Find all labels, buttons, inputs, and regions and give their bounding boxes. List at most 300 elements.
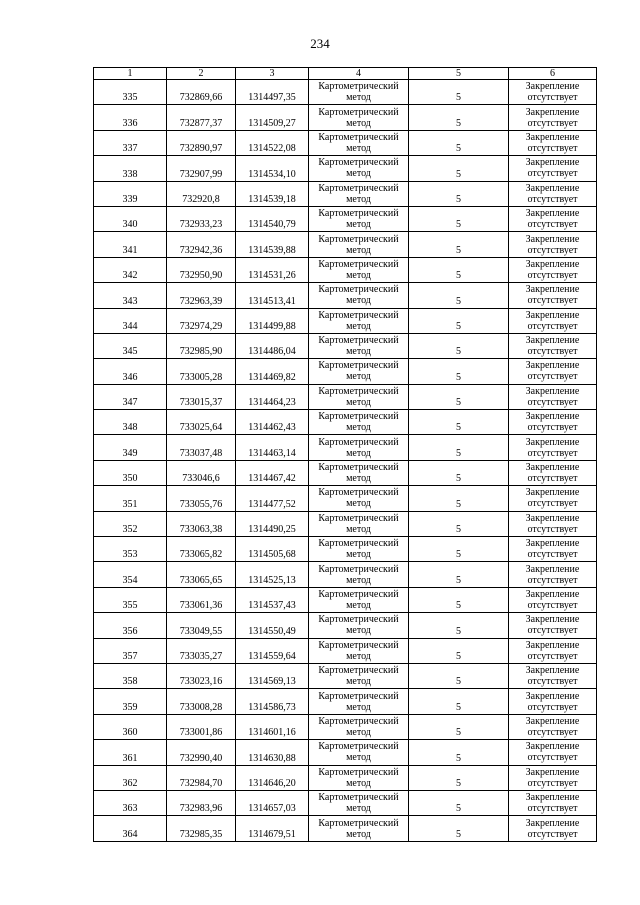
- method-cell: [309, 283, 409, 308]
- fixing-cell-line-2: отсутствует: [527, 320, 578, 332]
- point-number-cell: 348: [94, 410, 167, 435]
- fixing-cell-line-2: отсутствует: [527, 726, 578, 738]
- method-cell: [309, 689, 409, 714]
- fixing-cell: [509, 156, 597, 181]
- y-coordinate-cell: 1314679,51: [236, 816, 309, 841]
- fixing-cell: [509, 816, 597, 841]
- fixing-cell-line-2: отсутствует: [527, 92, 578, 104]
- point-number-cell: 346: [94, 359, 167, 384]
- method-cell-line-1: Картометрический: [318, 436, 399, 448]
- x-coordinate-cell: 733063,38: [167, 511, 236, 536]
- method-cell: [309, 181, 409, 206]
- table-row: [94, 587, 597, 612]
- method-cell-line-1: Картометрический: [318, 817, 399, 829]
- column-header: 5: [409, 68, 509, 80]
- fixing-cell-line-2: отсутствует: [527, 422, 578, 434]
- point-number-cell: 362: [94, 765, 167, 790]
- fixing-cell-line-2: отсутствует: [527, 396, 578, 408]
- method-cell-line-1: Картометрический: [318, 258, 399, 270]
- method-cell: [309, 435, 409, 460]
- fixing-cell-line-1: Закрепление: [525, 817, 580, 829]
- fixing-cell-line-1: Закрепление: [525, 81, 580, 93]
- fixing-cell-line-2: отсутствует: [527, 473, 578, 485]
- fixing-cell-line-2: отсутствует: [527, 803, 578, 815]
- point-number-cell: 361: [94, 740, 167, 765]
- table-row: [94, 460, 597, 485]
- fixing-cell-line-2: отсутствует: [527, 676, 578, 688]
- y-coordinate-cell: 1314505,68: [236, 537, 309, 562]
- point-number-cell: 351: [94, 486, 167, 511]
- fixing-cell: [509, 105, 597, 130]
- fixing-cell-line-2: отсутствует: [527, 269, 578, 281]
- x-coordinate-cell: 732920,8: [167, 181, 236, 206]
- method-cell-line-1: Картометрический: [318, 81, 399, 93]
- fixing-cell: [509, 181, 597, 206]
- accuracy-cell: 5: [409, 206, 509, 231]
- accuracy-cell: 5: [409, 232, 509, 257]
- accuracy-cell: 5: [409, 435, 509, 460]
- fixing-cell: [509, 537, 597, 562]
- table-row: [94, 333, 597, 358]
- fixing-cell-line-1: Закрепление: [525, 131, 580, 143]
- y-coordinate-cell: 1314499,88: [236, 308, 309, 333]
- method-cell-line-2: метод: [346, 676, 371, 688]
- table-row: [94, 663, 597, 688]
- method-cell-line-2: метод: [346, 473, 371, 485]
- table-row: [94, 638, 597, 663]
- method-cell: [309, 613, 409, 638]
- y-coordinate-cell: 1314531,26: [236, 257, 309, 282]
- fixing-cell-line-1: Закрепление: [525, 106, 580, 118]
- x-coordinate-cell: 732890,97: [167, 130, 236, 155]
- x-coordinate-cell: 732963,39: [167, 283, 236, 308]
- accuracy-cell: 5: [409, 816, 509, 841]
- method-cell-line-1: Картометрический: [318, 741, 399, 753]
- fixing-cell-line-2: отсутствует: [527, 193, 578, 205]
- fixing-cell: [509, 714, 597, 739]
- fixing-cell: [509, 308, 597, 333]
- fixing-cell: [509, 283, 597, 308]
- accuracy-cell: 5: [409, 333, 509, 358]
- y-coordinate-cell: 1314537,43: [236, 587, 309, 612]
- table-row: [94, 130, 597, 155]
- fixing-cell-line-1: Закрепление: [525, 436, 580, 448]
- method-cell-line-1: Картометрический: [318, 182, 399, 194]
- accuracy-cell: 5: [409, 587, 509, 612]
- x-coordinate-cell: 732950,90: [167, 257, 236, 282]
- method-cell-line-2: метод: [346, 803, 371, 815]
- table-row: [94, 232, 597, 257]
- fixing-cell-line-2: отсутствует: [527, 650, 578, 662]
- y-coordinate-cell: 1314497,35: [236, 80, 309, 105]
- method-cell: [309, 638, 409, 663]
- method-cell-line-1: Картометрический: [318, 487, 399, 499]
- method-cell: [309, 587, 409, 612]
- method-cell: [309, 130, 409, 155]
- method-cell-line-2: метод: [346, 346, 371, 358]
- method-cell-line-1: Картометрический: [318, 411, 399, 423]
- method-cell-line-2: метод: [346, 828, 371, 840]
- accuracy-cell: 5: [409, 486, 509, 511]
- method-cell: [309, 460, 409, 485]
- table-row: [94, 714, 597, 739]
- fixing-cell: [509, 410, 597, 435]
- y-coordinate-cell: 1314540,79: [236, 206, 309, 231]
- method-cell: [309, 105, 409, 130]
- fixing-cell: [509, 232, 597, 257]
- method-cell-line-1: Картометрический: [318, 131, 399, 143]
- method-cell-line-1: Картометрический: [318, 563, 399, 575]
- method-cell-line-2: метод: [346, 295, 371, 307]
- accuracy-cell: 5: [409, 308, 509, 333]
- fixing-cell: [509, 511, 597, 536]
- method-cell-line-1: Картометрический: [318, 715, 399, 727]
- fixing-cell-line-2: отсутствует: [527, 447, 578, 459]
- fixing-cell-line-1: Закрепление: [525, 589, 580, 600]
- method-cell-line-1: Картометрический: [318, 157, 399, 169]
- table-row: [94, 613, 597, 638]
- y-coordinate-cell: 1314559,64: [236, 638, 309, 663]
- method-cell-line-2: метод: [346, 600, 371, 611]
- accuracy-cell: 5: [409, 765, 509, 790]
- method-cell-line-2: метод: [346, 726, 371, 738]
- method-cell-line-1: Картометрический: [318, 360, 399, 372]
- method-cell-line-1: Картометрический: [318, 766, 399, 778]
- method-cell: [309, 562, 409, 587]
- method-cell-line-1: Картометрический: [318, 512, 399, 524]
- method-cell-line-2: метод: [346, 168, 371, 180]
- fixing-cell-line-1: Закрепление: [525, 487, 580, 499]
- fixing-cell-line-2: отсутствует: [527, 142, 578, 154]
- fixing-cell: [509, 587, 597, 612]
- fixing-cell-line-2: отсутствует: [527, 219, 578, 231]
- method-cell-line-2: метод: [346, 219, 371, 231]
- x-coordinate-cell: 733005,28: [167, 359, 236, 384]
- y-coordinate-cell: 1314539,88: [236, 232, 309, 257]
- fixing-cell-line-2: отсутствует: [527, 574, 578, 586]
- table-row: [94, 511, 597, 536]
- point-number-cell: 343: [94, 283, 167, 308]
- table-row: [94, 156, 597, 181]
- column-header: 4: [309, 68, 409, 80]
- point-number-cell: 339: [94, 181, 167, 206]
- x-coordinate-cell: 733035,27: [167, 638, 236, 663]
- point-number-cell: 345: [94, 333, 167, 358]
- point-number-cell: 359: [94, 689, 167, 714]
- point-number-cell: 338: [94, 156, 167, 181]
- y-coordinate-cell: 1314630,88: [236, 740, 309, 765]
- method-cell-line-2: метод: [346, 752, 371, 764]
- fixing-cell-line-2: отсутствует: [527, 600, 578, 611]
- method-cell: [309, 816, 409, 841]
- y-coordinate-cell: 1314477,52: [236, 486, 309, 511]
- y-coordinate-cell: 1314513,41: [236, 283, 309, 308]
- table-row: [94, 689, 597, 714]
- table-header: [94, 68, 597, 80]
- y-coordinate-cell: 1314467,42: [236, 460, 309, 485]
- fixing-cell: [509, 206, 597, 231]
- method-cell-line-2: метод: [346, 396, 371, 408]
- fixing-cell: [509, 765, 597, 790]
- x-coordinate-cell: 733055,76: [167, 486, 236, 511]
- method-cell-line-2: метод: [346, 498, 371, 510]
- method-cell: [309, 232, 409, 257]
- x-coordinate-cell: 733046,6: [167, 460, 236, 485]
- table-row: [94, 486, 597, 511]
- point-number-cell: 337: [94, 130, 167, 155]
- fixing-cell-line-1: Закрепление: [525, 665, 580, 677]
- x-coordinate-cell: 733065,65: [167, 562, 236, 587]
- fixing-cell-line-1: Закрепление: [525, 258, 580, 270]
- point-number-cell: 347: [94, 384, 167, 409]
- table-row: [94, 435, 597, 460]
- y-coordinate-cell: 1314469,82: [236, 359, 309, 384]
- column-header: 3: [236, 68, 309, 80]
- fixing-cell-line-1: Закрепление: [525, 715, 580, 727]
- point-number-cell: 342: [94, 257, 167, 282]
- fixing-cell-line-1: Закрепление: [525, 208, 580, 220]
- accuracy-cell: 5: [409, 460, 509, 485]
- fixing-cell: [509, 333, 597, 358]
- fixing-cell-line-1: Закрепление: [525, 792, 580, 804]
- point-number-cell: 354: [94, 562, 167, 587]
- x-coordinate-cell: 732877,37: [167, 105, 236, 130]
- point-number-cell: 349: [94, 435, 167, 460]
- method-cell-line-2: метод: [346, 269, 371, 281]
- fixing-cell-line-1: Закрепление: [525, 411, 580, 423]
- fixing-cell-line-1: Закрепление: [525, 335, 580, 347]
- coordinates-table: [93, 67, 597, 842]
- accuracy-cell: 5: [409, 537, 509, 562]
- point-number-cell: 360: [94, 714, 167, 739]
- y-coordinate-cell: 1314486,04: [236, 333, 309, 358]
- table-row: [94, 384, 597, 409]
- method-cell-line-1: Картометрический: [318, 589, 399, 600]
- fixing-cell-line-1: Закрепление: [525, 462, 580, 474]
- x-coordinate-cell: 732983,96: [167, 790, 236, 815]
- accuracy-cell: 5: [409, 511, 509, 536]
- fixing-cell-line-1: Закрепление: [525, 233, 580, 245]
- method-cell: [309, 410, 409, 435]
- y-coordinate-cell: 1314534,10: [236, 156, 309, 181]
- table-row: [94, 206, 597, 231]
- method-cell: [309, 156, 409, 181]
- method-cell-line-1: Картометрический: [318, 233, 399, 245]
- y-coordinate-cell: 1314490,25: [236, 511, 309, 536]
- method-cell-line-1: Картометрический: [318, 665, 399, 677]
- x-coordinate-cell: 733001,86: [167, 714, 236, 739]
- x-coordinate-cell: 733008,28: [167, 689, 236, 714]
- header-row: [94, 68, 597, 80]
- fixing-cell-line-2: отсутствует: [527, 371, 578, 383]
- method-cell-line-1: Картометрический: [318, 106, 399, 118]
- table-row: [94, 283, 597, 308]
- method-cell-line-1: Картометрический: [318, 614, 399, 626]
- table-row: [94, 257, 597, 282]
- fixing-cell-line-2: отсутствует: [527, 244, 578, 256]
- fixing-cell: [509, 486, 597, 511]
- table-row: [94, 80, 597, 105]
- x-coordinate-cell: 733049,55: [167, 613, 236, 638]
- point-number-cell: 364: [94, 816, 167, 841]
- fixing-cell: [509, 689, 597, 714]
- method-cell: [309, 486, 409, 511]
- fixing-cell-line-2: отсутствует: [527, 828, 578, 840]
- method-cell-line-1: Картометрический: [318, 639, 399, 651]
- point-number-cell: 356: [94, 613, 167, 638]
- accuracy-cell: 5: [409, 790, 509, 815]
- fixing-cell-line-1: Закрепление: [525, 360, 580, 372]
- x-coordinate-cell: 732907,99: [167, 156, 236, 181]
- method-cell-line-2: метод: [346, 193, 371, 205]
- method-cell: [309, 740, 409, 765]
- fixing-cell-line-2: отсутствует: [527, 168, 578, 180]
- point-number-cell: 363: [94, 790, 167, 815]
- point-number-cell: 357: [94, 638, 167, 663]
- table-row: [94, 816, 597, 841]
- point-number-cell: 350: [94, 460, 167, 485]
- fixing-cell-line-1: Закрепление: [525, 157, 580, 169]
- column-header: 6: [509, 68, 597, 80]
- table-row: [94, 562, 597, 587]
- method-cell: [309, 359, 409, 384]
- fixing-cell: [509, 257, 597, 282]
- accuracy-cell: 5: [409, 181, 509, 206]
- fixing-cell-line-1: Закрепление: [525, 284, 580, 296]
- x-coordinate-cell: 733015,37: [167, 384, 236, 409]
- method-cell: [309, 714, 409, 739]
- accuracy-cell: 5: [409, 130, 509, 155]
- fixing-cell-line-2: отсутствует: [527, 346, 578, 358]
- method-cell: [309, 663, 409, 688]
- y-coordinate-cell: 1314525,13: [236, 562, 309, 587]
- accuracy-cell: 5: [409, 714, 509, 739]
- fixing-cell-line-2: отсутствует: [527, 498, 578, 510]
- method-cell-line-1: Картометрический: [318, 538, 399, 550]
- y-coordinate-cell: 1314464,23: [236, 384, 309, 409]
- table-row: [94, 790, 597, 815]
- fixing-cell-line-2: отсутствует: [527, 701, 578, 713]
- point-number-cell: 355: [94, 587, 167, 612]
- method-cell-line-2: метод: [346, 117, 371, 129]
- fixing-cell-line-1: Закрепление: [525, 538, 580, 550]
- y-coordinate-cell: 1314522,08: [236, 130, 309, 155]
- y-coordinate-cell: 1314539,18: [236, 181, 309, 206]
- fixing-cell: [509, 384, 597, 409]
- x-coordinate-cell: 732985,90: [167, 333, 236, 358]
- fixing-cell: [509, 613, 597, 638]
- fixing-cell-line-2: отсутствует: [527, 117, 578, 129]
- point-number-cell: 336: [94, 105, 167, 130]
- y-coordinate-cell: 1314586,73: [236, 689, 309, 714]
- accuracy-cell: 5: [409, 638, 509, 663]
- method-cell-line-2: метод: [346, 523, 371, 535]
- x-coordinate-cell: 733061,36: [167, 587, 236, 612]
- point-number-cell: 352: [94, 511, 167, 536]
- method-cell-line-1: Картометрический: [318, 792, 399, 804]
- x-coordinate-cell: 732990,40: [167, 740, 236, 765]
- x-coordinate-cell: 733065,82: [167, 537, 236, 562]
- accuracy-cell: 5: [409, 613, 509, 638]
- method-cell-line-2: метод: [346, 92, 371, 104]
- accuracy-cell: 5: [409, 740, 509, 765]
- fixing-cell-line-1: Закрепление: [525, 563, 580, 575]
- accuracy-cell: 5: [409, 156, 509, 181]
- method-cell-line-2: метод: [346, 320, 371, 332]
- fixing-cell: [509, 460, 597, 485]
- table-row: [94, 537, 597, 562]
- x-coordinate-cell: 733025,64: [167, 410, 236, 435]
- method-cell: [309, 257, 409, 282]
- fixing-cell-line-2: отсутствует: [527, 625, 578, 637]
- method-cell-line-2: метод: [346, 701, 371, 713]
- point-number-cell: 358: [94, 663, 167, 688]
- column-header: 2: [167, 68, 236, 80]
- method-cell-line-2: метод: [346, 777, 371, 789]
- y-coordinate-cell: 1314463,14: [236, 435, 309, 460]
- y-coordinate-cell: 1314646,20: [236, 765, 309, 790]
- accuracy-cell: 5: [409, 663, 509, 688]
- fixing-cell-line-2: отсутствует: [527, 523, 578, 535]
- method-cell-line-2: метод: [346, 371, 371, 383]
- method-cell: [309, 790, 409, 815]
- fixing-cell: [509, 663, 597, 688]
- fixing-cell: [509, 435, 597, 460]
- y-coordinate-cell: 1314550,49: [236, 613, 309, 638]
- x-coordinate-cell: 732933,23: [167, 206, 236, 231]
- x-coordinate-cell: 733037,48: [167, 435, 236, 460]
- accuracy-cell: 5: [409, 384, 509, 409]
- x-coordinate-cell: 733023,16: [167, 663, 236, 688]
- fixing-cell-line-2: отсутствует: [527, 295, 578, 307]
- fixing-cell-line-1: Закрепление: [525, 385, 580, 397]
- column-header: 1: [94, 68, 167, 80]
- method-cell-line-1: Картометрический: [318, 385, 399, 397]
- method-cell: [309, 308, 409, 333]
- accuracy-cell: 5: [409, 283, 509, 308]
- method-cell-line-1: Картометрический: [318, 309, 399, 321]
- method-cell-line-2: метод: [346, 650, 371, 662]
- accuracy-cell: 5: [409, 410, 509, 435]
- point-number-cell: 340: [94, 206, 167, 231]
- table-body: [94, 80, 597, 842]
- fixing-cell-line-1: Закрепление: [525, 512, 580, 524]
- fixing-cell-line-1: Закрепление: [525, 766, 580, 778]
- method-cell-line-2: метод: [346, 244, 371, 256]
- x-coordinate-cell: 732869,66: [167, 80, 236, 105]
- fixing-cell-line-1: Закрепление: [525, 690, 580, 702]
- fixing-cell-line-2: отсутствует: [527, 549, 578, 561]
- accuracy-cell: 5: [409, 689, 509, 714]
- x-coordinate-cell: 732984,70: [167, 765, 236, 790]
- point-number-cell: 335: [94, 80, 167, 105]
- table-row: [94, 359, 597, 384]
- fixing-cell-line-2: отсутствует: [527, 777, 578, 789]
- method-cell-line-1: Картометрический: [318, 462, 399, 474]
- fixing-cell: [509, 359, 597, 384]
- x-coordinate-cell: 732974,29: [167, 308, 236, 333]
- fixing-cell-line-1: Закрепление: [525, 182, 580, 194]
- accuracy-cell: 5: [409, 80, 509, 105]
- method-cell: [309, 511, 409, 536]
- page-number: 234: [310, 36, 330, 51]
- method-cell-line-2: метод: [346, 142, 371, 154]
- accuracy-cell: 5: [409, 562, 509, 587]
- x-coordinate-cell: 732985,35: [167, 816, 236, 841]
- fixing-cell-line-1: Закрепление: [525, 639, 580, 651]
- method-cell-line-1: Картометрический: [318, 690, 399, 702]
- fixing-cell-line-1: Закрепление: [525, 614, 580, 626]
